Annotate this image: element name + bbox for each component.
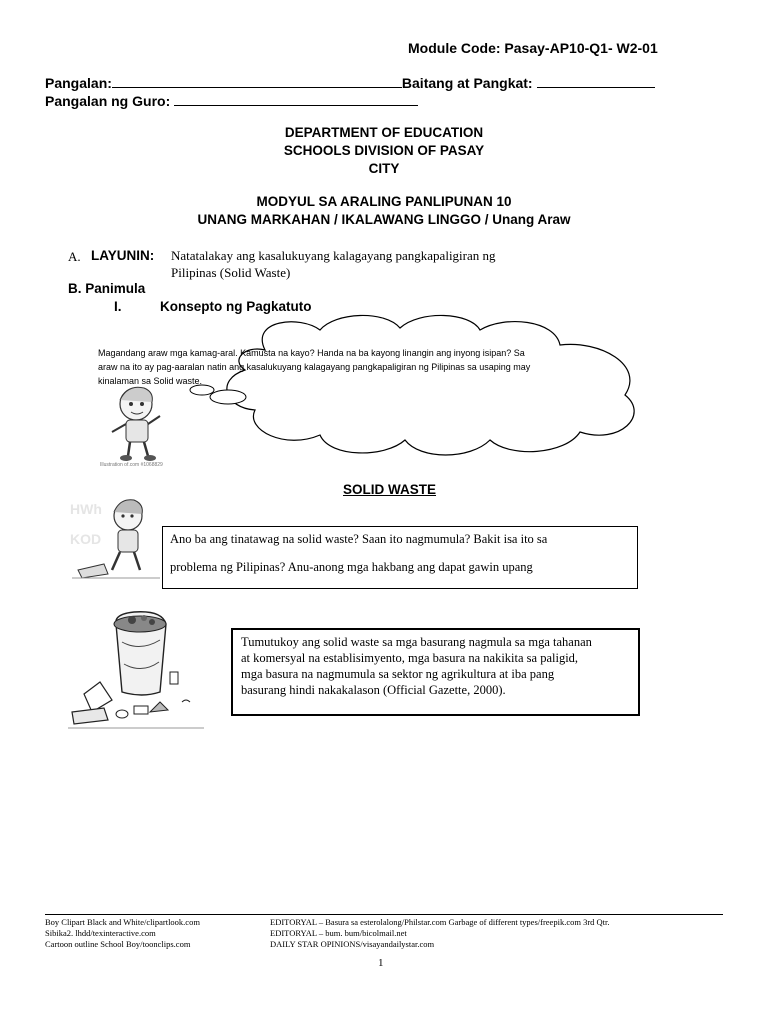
question-text-2: problema ng Pilipinas? Anu-anong mga hakbang ang dapat gawin upang <box>170 560 533 574</box>
clipart-credit: Illustration of.com #1068829 <box>100 462 163 468</box>
boy-clipart-icon <box>98 382 178 464</box>
definition-text-1: Tumutukoy ang solid waste sa mga basurang nagmula sa mga tahanan <box>241 635 592 649</box>
teacher-line <box>174 92 418 106</box>
cloud-text-1: Magandang araw mga kamag-aral. Kamusta na kayo? Handa na ba kayong linangin ang inyong isipan? Sa <box>98 348 525 358</box>
teacher-field <box>45 92 418 109</box>
section-b-label: B. Panimula <box>68 281 146 296</box>
title-line-1: DEPARTMENT OF EDUCATION <box>284 125 484 140</box>
teacher-label: Pangalan ng Guro: <box>45 93 171 109</box>
footer-left-1: Boy Clipart Black and White/clipartlook.com <box>45 917 200 927</box>
footer-right-2: EDITORYAL – bum. bum/bicolmail.net <box>270 928 407 938</box>
title-line-4: MODYUL SA ARALING PANLIPUNAN 10 <box>256 194 512 209</box>
name-label: Pangalan: <box>45 75 112 91</box>
section-a-text-2: Pilipinas (Solid Waste) <box>171 265 291 280</box>
footer-right-3: DAILY STAR OPINIONS/visayandailystar.com <box>270 939 435 949</box>
definition-text-4: basurang hindi nakakalason (Official Gazette, 2000). <box>241 683 506 697</box>
footer-left-2: Sibika2. lhdd/texinteractive.com <box>45 928 156 938</box>
section-a-label: LAYUNIN: <box>91 248 155 263</box>
footer-right-1: EDITORYAL – Basura sa esterolalong/Philstar.com Garbage of different types/freepik.com 3rd Qtr. <box>270 917 610 927</box>
name-field <box>45 74 655 91</box>
question-text-1: Ano ba ang tinatawag na solid waste? Saan ito nagmumula? Bakit isa ito sa <box>170 532 548 546</box>
grade-line <box>537 74 655 88</box>
garbage-bin-icon <box>64 602 212 734</box>
cloud-text-3: kinalaman sa Solid waste. <box>98 376 203 386</box>
title-line-3: CITY <box>368 161 400 176</box>
page-number: 1 <box>378 957 384 969</box>
svg-text:KOD: KOD <box>70 531 102 547</box>
section-a-text-1: Natatalakay ang kasalukuyang kalagayang pangkapaligiran ng <box>171 248 496 263</box>
footer-left-3: Cartoon outline School Boy/toonclips.com <box>45 939 191 949</box>
question-box <box>162 526 638 589</box>
boy-reading-icon <box>68 494 164 582</box>
solid-waste-heading: SOLID WASTE <box>343 482 437 497</box>
svg-text:HWh: HWh <box>70 501 102 517</box>
definition-box <box>231 628 640 716</box>
section-i-text: Konsepto ng Pagkatuto <box>160 299 312 314</box>
module-code: Module Code: Pasay-AP10-Q1- W2-01 <box>408 40 658 56</box>
section-i-label: I. <box>114 299 122 314</box>
cloud-text-2: araw na ito ay pag-aaralan natin ang kasalukuyang kalagayang pangkapaligiran ng Pilipinas sa usaping may <box>98 362 531 372</box>
thought-cloud <box>170 310 650 460</box>
section-a-letter: A. <box>68 249 81 264</box>
name-line <box>112 74 402 88</box>
title-line-2: SCHOOLS DIVISION OF PASAY <box>283 143 485 158</box>
title-line-5: UNANG MARKAHAN / IKALAWANG LINGGO / Unang Araw <box>197 212 571 227</box>
definition-text-3: mga basura na nagmumula sa sektor ng agrikultura at iba pang <box>241 667 555 681</box>
grade-label: Baitang at Pangkat: <box>401 75 533 91</box>
footer-divider <box>45 914 723 915</box>
definition-text-2: at komersyal na establisimyento, mga basura na nakikita sa paligid, <box>241 651 579 665</box>
